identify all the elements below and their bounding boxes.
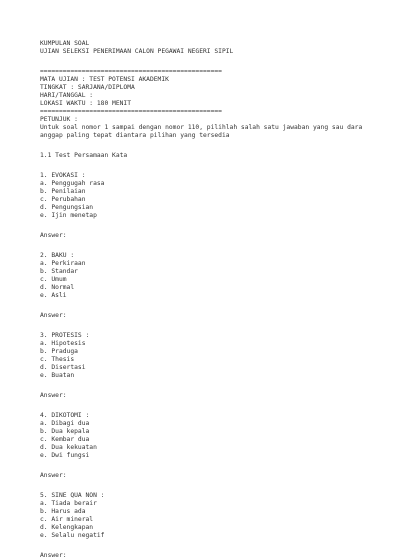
- answer-option: d. Disertasi: [40, 364, 86, 371]
- answer-option: c. Thesis: [40, 356, 75, 363]
- answer-option: e. Dwi fungsi: [40, 452, 90, 459]
- answer-option: e. Asli: [40, 292, 67, 299]
- answer-option: b. Harus ada: [40, 508, 86, 515]
- answer-option: a. Perkiraan: [40, 260, 86, 267]
- question-title: 5. SINE QUA NON :: [40, 492, 105, 499]
- answer-option: a. Tiada berair: [40, 500, 97, 507]
- answer-label: Answer:: [40, 552, 67, 559]
- answer-option: b. Standar: [40, 268, 78, 275]
- exam-duration: LOKASI WAKTU : 180 MENIT: [40, 100, 131, 107]
- answer-option: b. Praduga: [40, 348, 78, 355]
- answer-label: Answer:: [40, 232, 67, 239]
- answer-option: c. Umum: [40, 276, 67, 283]
- answer-option: e. Selalu negatif: [40, 532, 105, 539]
- doc-title: KUMPULAN SOAL: [40, 40, 90, 47]
- exam-level: TINGKAT : SARJANA/DIPLOMA: [40, 84, 135, 91]
- answer-label: Answer:: [40, 472, 67, 479]
- answer-option: e. Ijin menetap: [40, 212, 97, 219]
- answer-option: c. Perubahan: [40, 196, 86, 203]
- answer-option: e. Buatan: [40, 372, 75, 379]
- instructions-text: Untuk soal nomor 1 sampai dengan nomor 110, pilihlah salah satu jawaban yang sau dara anggap paling tepat diantara pilihan yang tersedia: [40, 124, 363, 139]
- question-1: [40, 172, 370, 240]
- separator-rule: ================================================: [40, 68, 222, 75]
- answer-option: b. Penilaian: [40, 188, 86, 195]
- document-body: [40, 40, 370, 560]
- answer-option: a. Hipotesis: [40, 340, 86, 347]
- answer-label: Answer:: [40, 392, 67, 399]
- question-3: [40, 332, 370, 400]
- answer-option: a. Dibagi dua: [40, 420, 90, 427]
- answer-option: d. Dua kekuatan: [40, 444, 97, 451]
- question-title: 1. EVOKASI :: [40, 172, 86, 179]
- question-title: 2. BAKU :: [40, 252, 75, 259]
- exam-date: HARI/TANGGAL :: [40, 92, 94, 99]
- question-2: [40, 252, 370, 320]
- answer-option: b. Dua kepala: [40, 428, 90, 435]
- question-4: [40, 412, 370, 480]
- doc-subtitle: UJIAN SELEKSI PENERIMAAN CALON PEGAWAI NEGERI SIPIL: [40, 48, 234, 55]
- question-title: 4. DIKOTOMI :: [40, 412, 90, 419]
- answer-label: Answer:: [40, 312, 67, 319]
- section-title: 1.1 Test Persamaan Kata: [40, 152, 128, 159]
- answer-option: d. Kelengkapan: [40, 524, 94, 531]
- instructions-title: PETUNJUK :: [40, 116, 78, 123]
- exam-subject: MATA UJIAN : TEST POTENSI AKADEMIK: [40, 76, 169, 83]
- separator-rule: ================================================: [40, 108, 222, 115]
- answer-option: a. Penggugah rasa: [40, 180, 105, 187]
- answer-option: d. Normal: [40, 284, 75, 291]
- question-title: 3. PROTESIS :: [40, 332, 90, 339]
- answer-option: c. Air mineral: [40, 516, 94, 523]
- answer-option: d. Pengungsian: [40, 204, 94, 211]
- answer-option: c. Kembar dua: [40, 436, 90, 443]
